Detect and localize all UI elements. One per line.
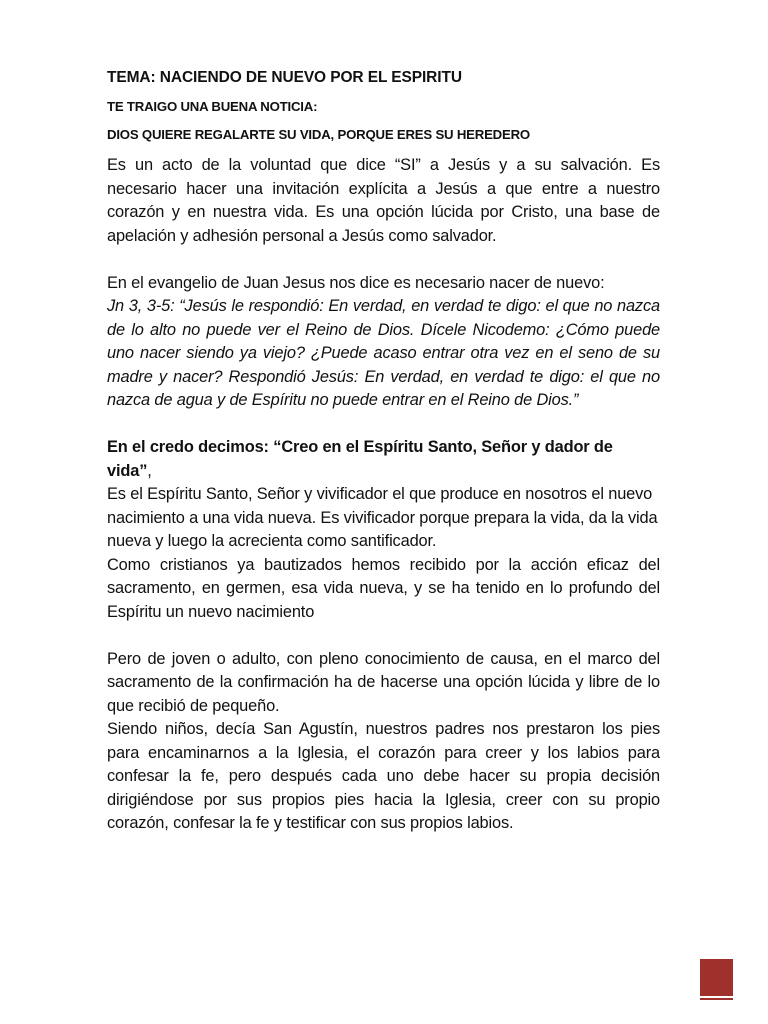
- page-corner-underline: [700, 998, 733, 1000]
- page-corner-marker: [700, 959, 733, 996]
- paragraph-baptized: Como cristianos ya bautizados hemos recibido por la acción eficaz del sacramento, en germen, esa vida nueva, y se ha tenido en lo profundo del Espíritu un nuevo nacimiento: [107, 555, 660, 621]
- paragraph-spacer: [107, 624, 660, 648]
- document-title: TEMA: NACIENDO DE NUEVO POR EL ESPIRITU: [107, 69, 462, 86]
- subtitle-good-news: TE TRAIGO UNA BUENA NOTICIA:: [107, 99, 318, 114]
- paragraph-gospel-quote: Jn 3, 3-5: “Jesús le respondió: En verdad, en verdad te digo: el que no nazca de lo alto no puede ver el Reino de Dios. Dícele Nicodemo: ¿Cómo puede uno nacer siendo ya viejo? ¿Puede acaso entrar otra vez en el seno de su madre y nacer? Respondió Jesús: En verdad, en verdad te digo: el que no nazca de agua y de Espíritu no puede entrar en el Reino de Dios.”: [107, 297, 660, 409]
- credo-bold-text: En el credo decimos: “Creo en el Espíritu Santo, Señor y dador de vida”: [107, 438, 613, 480]
- paragraph-spacer: [107, 248, 660, 272]
- paragraph-credo-line: [107, 436, 660, 483]
- subtitle-god-gift: DIOS QUIERE REGALARTE SU VIDA, PORQUE ERES SU HEREDERO: [107, 127, 530, 142]
- paragraph-san-agustin: Siendo niños, decía San Agustín, nuestros padres nos prestaron los pies para encaminarnos a la Iglesia, el corazón para creer y los labios para confesar la fe, pero después cada uno debe hacer su propia decisión dirigiéndose por sus propios pies hacia la Iglesia, creer con su propio corazón, confesar la fe y testificar con sus propios labios.: [107, 720, 660, 832]
- paragraph-intro: Es un acto de la voluntad que dice “SI” a Jesús y a su salvación. Es necesario hacer una invitación explícita a Jesús a que entre a nuestro corazón y en nuestra vida. Es una opción lúcida por Cristo, una base de apelación y adhesión personal a Jesús como salvador.: [107, 156, 660, 245]
- paragraph-gospel-intro: En el evangelio de Juan Jesus nos dice es necesario nacer de nuevo:: [107, 273, 605, 292]
- credo-comma: ,: [147, 461, 152, 480]
- document-page: [107, 60, 660, 836]
- paragraph-holy-spirit: Es el Espíritu Santo, Señor y vivificador el que produce en nosotros el nuevo nacimiento a una vida nueva. Es vivificador porque prepara la vida, da la vida nueva y luego la acrecienta como santificador.: [107, 485, 658, 550]
- paragraph-confirmation: Pero de joven o adulto, con pleno conocimiento de causa, en el marco del sacramento de la confirmación ha de hacerse una opción lúcida y libre de lo que recibió de pequeño.: [107, 649, 660, 715]
- paragraph-spacer: [107, 413, 660, 437]
